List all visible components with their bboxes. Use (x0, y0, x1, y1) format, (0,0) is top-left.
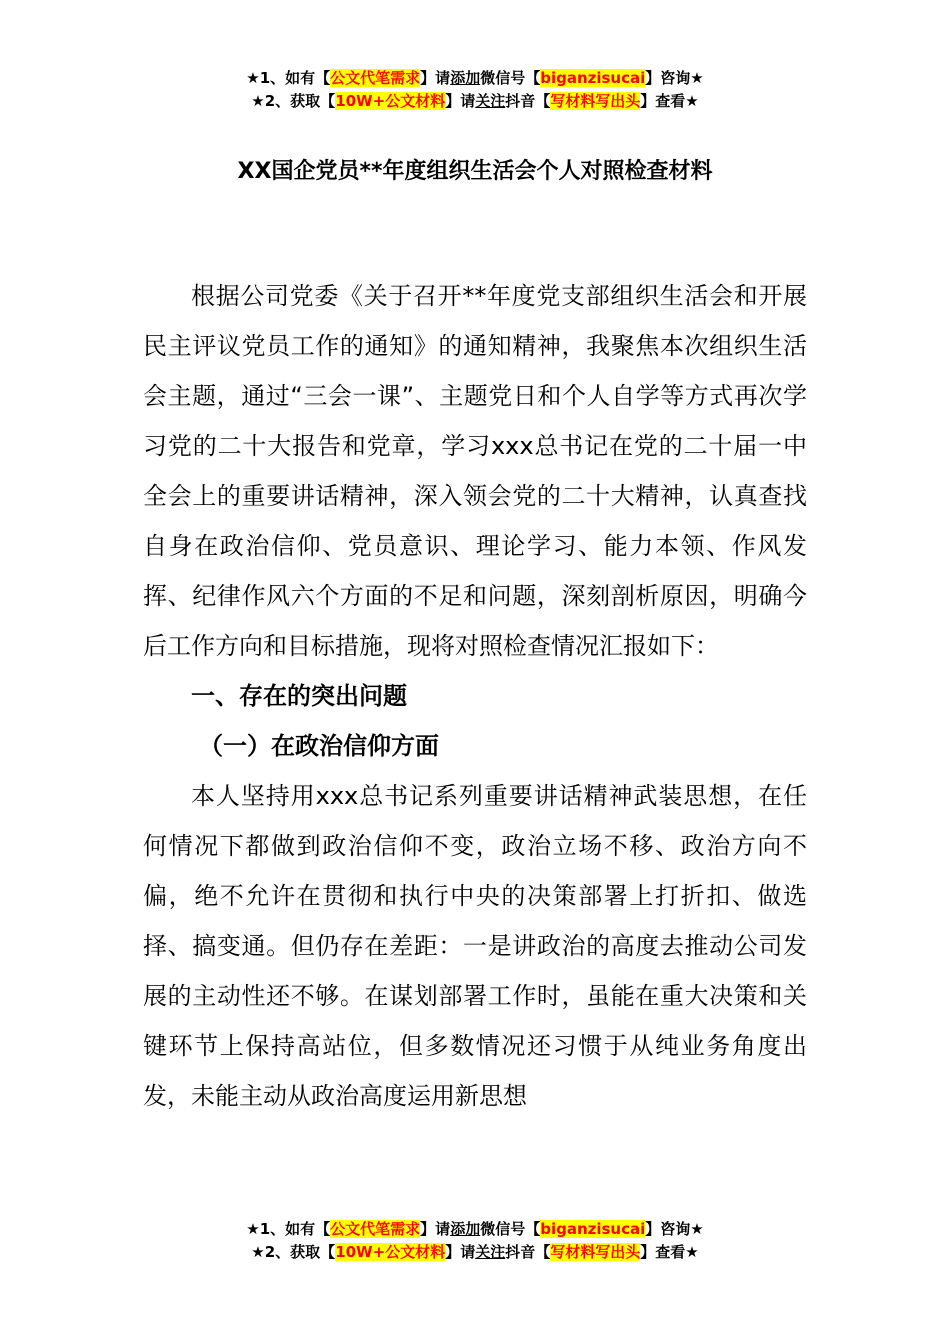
banner-highlight: 写材料写出头 (550, 92, 641, 110)
banner-highlight: 写材料写出头 (550, 1243, 641, 1261)
footer-banner (0, 1218, 950, 1264)
intro-paragraph: 根据公司党委《关于召开**年度党支部组织生活会和开展民主评议党员工作的通知》的通知精神，我聚焦本次组织生活会主题，通过“三会一课”、主题党日和个人自学等方式再次学习党的二十大报告和党章，学习xxx总书记在党的二十届一中全会上的重要讲话精神，深入领会党的二十大精神，认真查找自身在政治信仰、党员意识、理论学习、能力本领、作风发挥、纪律作风六个方面的不足和问题，深刻剖析原因，明确今后工作方向和目标措施，现将对照检查情况汇报如下： (143, 282, 807, 660)
banner-highlight: 10W+公文材料 (335, 1243, 446, 1261)
banner-line-2 (0, 1241, 950, 1264)
banner-text: 】请 (445, 1243, 476, 1261)
banner-text: ★1、如有【 (246, 1220, 331, 1238)
banner-underline: 关注 (475, 1243, 506, 1261)
banner-highlight: 10W+公文材料 (335, 92, 446, 110)
subsection-heading: （一）在政治信仰方面 (199, 732, 439, 760)
banner-highlight: 公文代笔需求 (330, 69, 421, 87)
banner-text: ★2、获取【 (251, 1243, 336, 1261)
banner-highlight: 公文代笔需求 (330, 1220, 421, 1238)
banner-highlight: biganzisucai (540, 69, 646, 87)
banner-text: ★2、获取【 (251, 92, 336, 110)
banner-text: 抖音【 (505, 1243, 551, 1261)
banner-text: 】请 (445, 92, 476, 110)
banner-line-1 (0, 1218, 950, 1241)
body-paragraph: 本人坚持用xxx总书记系列重要讲话精神武装思想，在任何情况下都做到政治信仰不变，政治立场不移、政治方向不偏，绝不允许在贯彻和执行中央的决策部署上打折扣、做选择、搞变通。但仍存在差距：一是讲政治的高度去推动公司发展的主动性还不够。在谋划部署工作时，虽能在重大决策和关键环节上保持高站位，但多数情况还习惯于从纯业务角度出发，未能主动从政治高度运用新思想 (143, 782, 807, 1110)
document-title: XX国企党员**年度组织生活会个人对照检查材料 (237, 159, 713, 184)
banner-text: 】查看★ (640, 1243, 699, 1261)
document-body (143, 271, 807, 1121)
banner-text: 微信号【 (480, 69, 541, 87)
banner-text: 】查看★ (640, 92, 699, 110)
banner-line-1 (0, 67, 950, 90)
banner-text: 】咨询★ (645, 69, 704, 87)
banner-underline: 添加 (450, 69, 481, 87)
banner-highlight: biganzisucai (540, 1220, 646, 1238)
banner-underline: 添加 (450, 1220, 481, 1238)
header-banner (0, 67, 950, 113)
banner-text: 】请 (420, 1220, 451, 1238)
section-heading: 一、存在的突出问题 (191, 682, 407, 710)
banner-text: 】请 (420, 69, 451, 87)
banner-text: ★1、如有【 (246, 69, 331, 87)
banner-text: 微信号【 (480, 1220, 541, 1238)
banner-text: 抖音【 (505, 92, 551, 110)
banner-underline: 关注 (475, 92, 506, 110)
banner-text: 】咨询★ (645, 1220, 704, 1238)
banner-line-2 (0, 90, 950, 113)
